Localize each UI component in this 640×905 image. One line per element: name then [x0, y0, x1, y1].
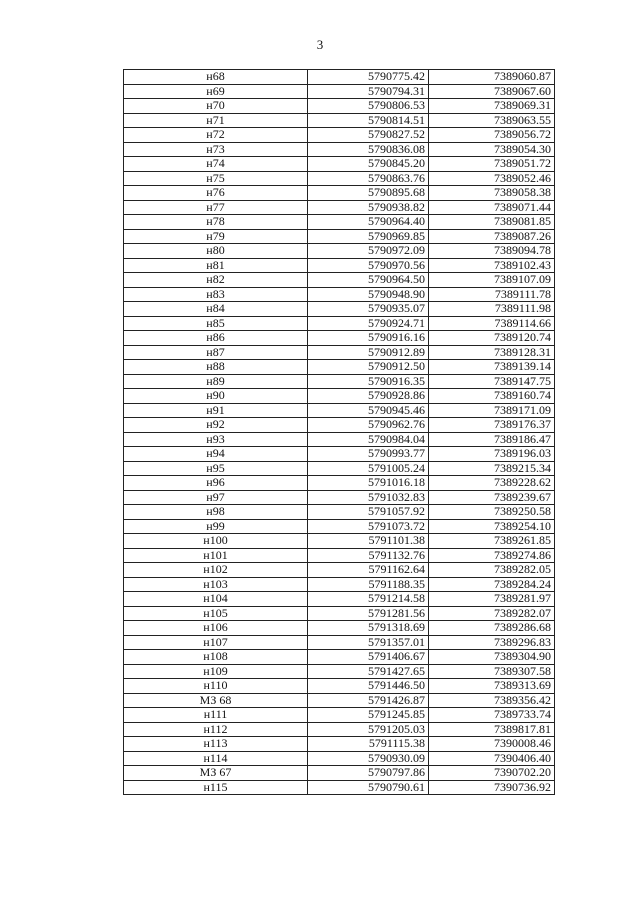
table-row: [124, 273, 555, 288]
y-coordinate-cell: 7390406.40: [429, 751, 555, 766]
x-coordinate-cell: 5790935.07: [308, 302, 429, 317]
table-row: [124, 679, 555, 694]
table-row: [124, 490, 555, 505]
x-coordinate-cell: 5790775.42: [308, 70, 429, 85]
table-row: [124, 592, 555, 607]
table-row: [124, 722, 555, 737]
x-coordinate-cell: 5791357.01: [308, 635, 429, 650]
table-row: [124, 606, 555, 621]
x-coordinate-cell: 5790845.20: [308, 157, 429, 172]
table-row: [124, 244, 555, 259]
table-row: [124, 316, 555, 331]
table-row: [124, 766, 555, 781]
y-coordinate-cell: 7389128.31: [429, 345, 555, 360]
table-row: [124, 157, 555, 172]
x-coordinate-cell: 5790969.85: [308, 229, 429, 244]
point-id-cell: н83: [124, 287, 308, 302]
x-coordinate-cell: 5791162.64: [308, 563, 429, 578]
point-id-cell: МЗ 67: [124, 766, 308, 781]
point-id-cell: н101: [124, 548, 308, 563]
x-coordinate-cell: 5791188.35: [308, 577, 429, 592]
point-id-cell: н110: [124, 679, 308, 694]
point-id-cell: н80: [124, 244, 308, 259]
x-coordinate-cell: 5790790.61: [308, 780, 429, 795]
x-coordinate-cell: 5791101.38: [308, 534, 429, 549]
x-coordinate-cell: 5790962.76: [308, 418, 429, 433]
table-row: [124, 331, 555, 346]
table-row: [124, 215, 555, 230]
y-coordinate-cell: 7389284.24: [429, 577, 555, 592]
point-id-cell: н85: [124, 316, 308, 331]
point-id-cell: н100: [124, 534, 308, 549]
x-coordinate-cell: 5790916.16: [308, 331, 429, 346]
point-id-cell: н105: [124, 606, 308, 621]
point-id-cell: н82: [124, 273, 308, 288]
point-id-cell: н102: [124, 563, 308, 578]
x-coordinate-cell: 5790814.51: [308, 113, 429, 128]
point-id-cell: н89: [124, 374, 308, 389]
table-row: [124, 186, 555, 201]
x-coordinate-cell: 5791446.50: [308, 679, 429, 694]
x-coordinate-cell: 5790948.90: [308, 287, 429, 302]
x-coordinate-cell: 5790797.86: [308, 766, 429, 781]
x-coordinate-cell: 5791005.24: [308, 461, 429, 476]
point-id-cell: н112: [124, 722, 308, 737]
y-coordinate-cell: 7389147.75: [429, 374, 555, 389]
point-id-cell: н109: [124, 664, 308, 679]
table-row: [124, 403, 555, 418]
x-coordinate-cell: 5791032.83: [308, 490, 429, 505]
table-row: [124, 650, 555, 665]
point-id-cell: н77: [124, 200, 308, 215]
table-row: [124, 171, 555, 186]
table-row: [124, 737, 555, 752]
y-coordinate-cell: 7389196.03: [429, 447, 555, 462]
x-coordinate-cell: 5791318.69: [308, 621, 429, 636]
x-coordinate-cell: 5791406.67: [308, 650, 429, 665]
coordinates-table-body: [124, 70, 555, 795]
point-id-cell: н106: [124, 621, 308, 636]
table-row: [124, 664, 555, 679]
table-row: [124, 229, 555, 244]
x-coordinate-cell: 5791214.58: [308, 592, 429, 607]
table-row: [124, 476, 555, 491]
x-coordinate-cell: 5790928.86: [308, 389, 429, 404]
point-id-cell: н98: [124, 505, 308, 520]
x-coordinate-cell: 5791132.76: [308, 548, 429, 563]
y-coordinate-cell: 7389176.37: [429, 418, 555, 433]
table-row: [124, 751, 555, 766]
point-id-cell: н76: [124, 186, 308, 201]
y-coordinate-cell: 7389056.72: [429, 128, 555, 143]
y-coordinate-cell: 7390008.46: [429, 737, 555, 752]
y-coordinate-cell: 7389274.86: [429, 548, 555, 563]
point-id-cell: н90: [124, 389, 308, 404]
point-id-cell: н94: [124, 447, 308, 462]
x-coordinate-cell: 5790972.09: [308, 244, 429, 259]
table-row: [124, 302, 555, 317]
point-id-cell: н113: [124, 737, 308, 752]
table-row: [124, 548, 555, 563]
table-row: [124, 432, 555, 447]
point-id-cell: н91: [124, 403, 308, 418]
y-coordinate-cell: 7390702.20: [429, 766, 555, 781]
y-coordinate-cell: 7389817.81: [429, 722, 555, 737]
x-coordinate-cell: 5790794.31: [308, 84, 429, 99]
x-coordinate-cell: 5790916.35: [308, 374, 429, 389]
point-id-cell: н99: [124, 519, 308, 534]
table-row: [124, 621, 555, 636]
table-row: [124, 128, 555, 143]
point-id-cell: н84: [124, 302, 308, 317]
x-coordinate-cell: 5790964.40: [308, 215, 429, 230]
table-row: [124, 534, 555, 549]
point-id-cell: н78: [124, 215, 308, 230]
point-id-cell: н96: [124, 476, 308, 491]
table-row: [124, 563, 555, 578]
y-coordinate-cell: 7389052.46: [429, 171, 555, 186]
x-coordinate-cell: 5790964.50: [308, 273, 429, 288]
table-row: [124, 447, 555, 462]
table-row: [124, 374, 555, 389]
table-row: [124, 519, 555, 534]
y-coordinate-cell: 7389282.05: [429, 563, 555, 578]
y-coordinate-cell: 7389186.47: [429, 432, 555, 447]
table-row: [124, 360, 555, 375]
y-coordinate-cell: 7389067.60: [429, 84, 555, 99]
page-number: 3: [316, 37, 324, 52]
y-coordinate-cell: 7389239.67: [429, 490, 555, 505]
point-id-cell: н103: [124, 577, 308, 592]
point-id-cell: н108: [124, 650, 308, 665]
y-coordinate-cell: 7389296.83: [429, 635, 555, 650]
y-coordinate-cell: 7389282.07: [429, 606, 555, 621]
point-id-cell: н72: [124, 128, 308, 143]
point-id-cell: н95: [124, 461, 308, 476]
x-coordinate-cell: 5790836.08: [308, 142, 429, 157]
y-coordinate-cell: 7390736.92: [429, 780, 555, 795]
y-coordinate-cell: 7389286.68: [429, 621, 555, 636]
table-row: [124, 200, 555, 215]
y-coordinate-cell: 7389733.74: [429, 708, 555, 723]
table-row: [124, 780, 555, 795]
point-id-cell: н111: [124, 708, 308, 723]
y-coordinate-cell: 7389304.90: [429, 650, 555, 665]
x-coordinate-cell: 5791016.18: [308, 476, 429, 491]
table-row: [124, 84, 555, 99]
x-coordinate-cell: 5791427.65: [308, 664, 429, 679]
x-coordinate-cell: 5790863.76: [308, 171, 429, 186]
x-coordinate-cell: 5790912.89: [308, 345, 429, 360]
x-coordinate-cell: 5790827.52: [308, 128, 429, 143]
point-id-cell: н92: [124, 418, 308, 433]
point-id-cell: н86: [124, 331, 308, 346]
x-coordinate-cell: 5790984.04: [308, 432, 429, 447]
table-row: [124, 345, 555, 360]
table-row: [124, 708, 555, 723]
point-id-cell: н81: [124, 258, 308, 273]
y-coordinate-cell: 7389307.58: [429, 664, 555, 679]
y-coordinate-cell: 7389094.78: [429, 244, 555, 259]
y-coordinate-cell: 7389063.55: [429, 113, 555, 128]
y-coordinate-cell: 7389069.31: [429, 99, 555, 114]
x-coordinate-cell: 5790930.09: [308, 751, 429, 766]
y-coordinate-cell: 7389107.09: [429, 273, 555, 288]
y-coordinate-cell: 7389356.42: [429, 693, 555, 708]
point-id-cell: н104: [124, 592, 308, 607]
table-row: [124, 577, 555, 592]
x-coordinate-cell: 5790970.56: [308, 258, 429, 273]
point-id-cell: н93: [124, 432, 308, 447]
point-id-cell: н71: [124, 113, 308, 128]
y-coordinate-cell: 7389087.26: [429, 229, 555, 244]
point-id-cell: н114: [124, 751, 308, 766]
table-row: [124, 693, 555, 708]
y-coordinate-cell: 7389060.87: [429, 70, 555, 85]
y-coordinate-cell: 7389081.85: [429, 215, 555, 230]
table-row: [124, 113, 555, 128]
y-coordinate-cell: 7389114.66: [429, 316, 555, 331]
x-coordinate-cell: 5790938.82: [308, 200, 429, 215]
point-id-cell: н79: [124, 229, 308, 244]
x-coordinate-cell: 5791057.92: [308, 505, 429, 520]
point-id-cell: н88: [124, 360, 308, 375]
point-id-cell: н97: [124, 490, 308, 505]
x-coordinate-cell: 5790945.46: [308, 403, 429, 418]
point-id-cell: н73: [124, 142, 308, 157]
y-coordinate-cell: 7389281.97: [429, 592, 555, 607]
point-id-cell: н87: [124, 345, 308, 360]
y-coordinate-cell: 7389160.74: [429, 389, 555, 404]
x-coordinate-cell: 5791245.85: [308, 708, 429, 723]
x-coordinate-cell: 5790912.50: [308, 360, 429, 375]
point-id-cell: н107: [124, 635, 308, 650]
point-id-cell: МЗ 68: [124, 693, 308, 708]
x-coordinate-cell: 5791115.38: [308, 737, 429, 752]
x-coordinate-cell: 5790806.53: [308, 99, 429, 114]
x-coordinate-cell: 5791281.56: [308, 606, 429, 621]
table-row: [124, 461, 555, 476]
y-coordinate-cell: 7389102.43: [429, 258, 555, 273]
table-row: [124, 287, 555, 302]
y-coordinate-cell: 7389254.10: [429, 519, 555, 534]
table-row: [124, 635, 555, 650]
point-id-cell: н69: [124, 84, 308, 99]
point-id-cell: н70: [124, 99, 308, 114]
y-coordinate-cell: 7389139.14: [429, 360, 555, 375]
x-coordinate-cell: 5791205.03: [308, 722, 429, 737]
table-row: [124, 99, 555, 114]
table-row: [124, 70, 555, 85]
y-coordinate-cell: 7389111.98: [429, 302, 555, 317]
table-row: [124, 142, 555, 157]
point-id-cell: н74: [124, 157, 308, 172]
y-coordinate-cell: 7389071.44: [429, 200, 555, 215]
y-coordinate-cell: 7389058.38: [429, 186, 555, 201]
x-coordinate-cell: 5791073.72: [308, 519, 429, 534]
y-coordinate-cell: 7389250.58: [429, 505, 555, 520]
table-row: [124, 258, 555, 273]
coordinates-table: [123, 69, 555, 795]
point-id-cell: н68: [124, 70, 308, 85]
y-coordinate-cell: 7389171.09: [429, 403, 555, 418]
y-coordinate-cell: 7389111.78: [429, 287, 555, 302]
table-row: [124, 389, 555, 404]
y-coordinate-cell: 7389228.62: [429, 476, 555, 491]
y-coordinate-cell: 7389051.72: [429, 157, 555, 172]
point-id-cell: н115: [124, 780, 308, 795]
y-coordinate-cell: 7389215.34: [429, 461, 555, 476]
x-coordinate-cell: 5791426.87: [308, 693, 429, 708]
x-coordinate-cell: 5790993.77: [308, 447, 429, 462]
y-coordinate-cell: 7389261.85: [429, 534, 555, 549]
y-coordinate-cell: 7389120.74: [429, 331, 555, 346]
table-row: [124, 418, 555, 433]
y-coordinate-cell: 7389054.30: [429, 142, 555, 157]
x-coordinate-cell: 5790895.68: [308, 186, 429, 201]
x-coordinate-cell: 5790924.71: [308, 316, 429, 331]
table-row: [124, 505, 555, 520]
y-coordinate-cell: 7389313.69: [429, 679, 555, 694]
point-id-cell: н75: [124, 171, 308, 186]
